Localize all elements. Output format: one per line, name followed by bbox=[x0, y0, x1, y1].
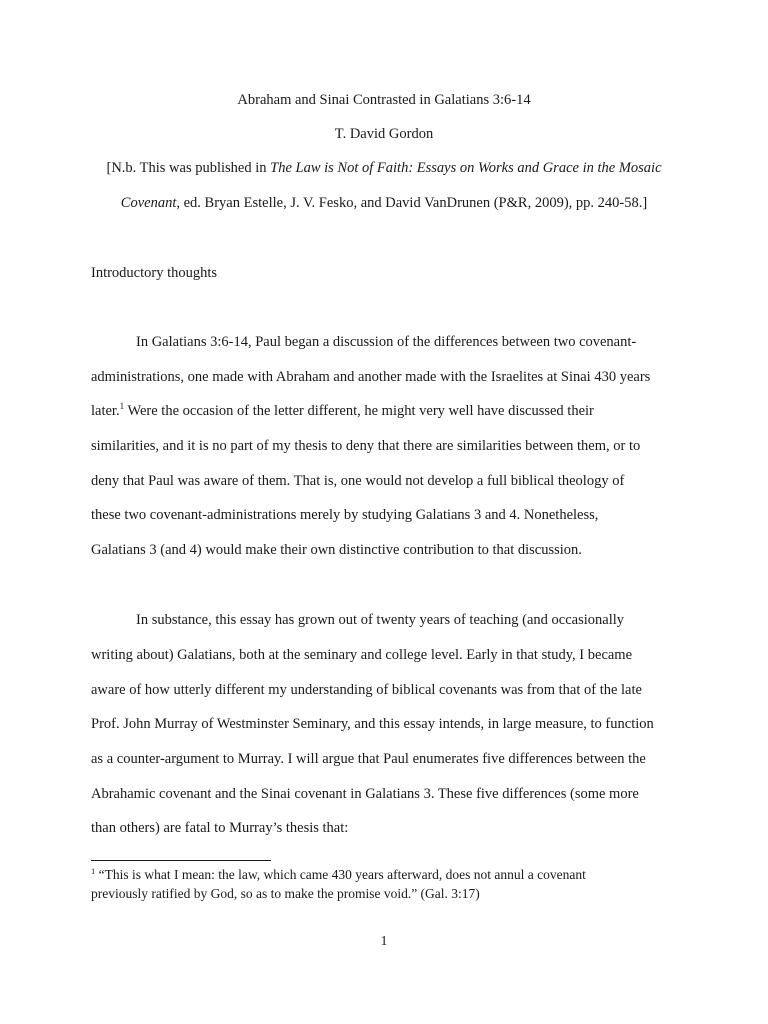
paragraph-2-line: Abrahamic covenant and the Sinai covenant in Galatians 3. These five differences (some more bbox=[91, 786, 639, 802]
author-line: T. David Gordon bbox=[334, 126, 434, 142]
footnote-line: previously ratified by God, so as to make the promise void.” (Gal. 3:17) bbox=[91, 886, 480, 901]
paragraph-1-line: administrations, one made with Abraham and another made with the Israelites at Sinai 430 years bbox=[91, 369, 651, 385]
paragraph-1-line: In Galatians 3:6-14, Paul began a discussion of the differences between two covenant- bbox=[136, 334, 637, 350]
paragraph-2-line: as a counter-argument to Murray. I will argue that Paul enumerates five differences between the bbox=[91, 751, 646, 767]
paragraph-2-line: Prof. John Murray of Westminster Seminary, and this essay intends, in large measure, to function bbox=[91, 716, 654, 732]
footnote-reference[interactable]: 1 bbox=[119, 401, 125, 411]
paragraph-1-line: Galatians 3 (and 4) would make their own distinctive contribution to that discussion. bbox=[91, 542, 582, 558]
publication-note-line-1 bbox=[0, 160, 768, 177]
publication-note-line-2 bbox=[0, 195, 768, 212]
paragraph-2-line: writing about) Galatians, both at the seminary and college level. Early in that study, I became bbox=[91, 647, 633, 663]
note-text: [N.b. This was published in bbox=[106, 160, 271, 176]
paragraph-1-line: similarities, and it is no part of my thesis to deny that there are similarities between them, or to bbox=[91, 438, 641, 454]
text-fragment: Were the occasion of the letter different, he might very well have discussed their bbox=[124, 403, 594, 419]
footnote-line bbox=[91, 867, 586, 883]
book-title-continued: Covenant bbox=[120, 195, 177, 211]
text-fragment: later. bbox=[91, 403, 120, 419]
document-title: Abraham and Sinai Contrasted in Galatians 3:6-14 bbox=[237, 92, 531, 108]
book-title: The Law is Not of Faith: Essays on Works and Grace in the Mosaic bbox=[270, 160, 662, 176]
paragraph-1-line bbox=[91, 403, 594, 420]
section-heading: Introductory thoughts bbox=[91, 265, 218, 281]
paragraph-2-line: In substance, this essay has grown out of twenty years of teaching (and occasionally bbox=[136, 612, 625, 628]
paragraph-1-line: deny that Paul was aware of them. That is, one would not develop a full biblical theology of bbox=[91, 473, 625, 489]
note-text: , ed. Bryan Estelle, J. V. Fesko, and David VanDrunen (P&R, 2009), pp. 240-58.] bbox=[176, 195, 648, 211]
paragraph-2-line: than others) are fatal to Murray’s thesis that: bbox=[91, 820, 349, 836]
footnote-divider bbox=[91, 860, 271, 861]
footnote-text: “This is what I mean: the law, which came 430 years afterward, does not annul a covenant bbox=[95, 867, 586, 882]
paragraph-1-line: these two covenant-administrations merely by studying Galatians 3 and 4. Nonetheless, bbox=[91, 507, 599, 523]
paragraph-2-line: aware of how utterly different my understanding of biblical covenants was from that of the late bbox=[91, 682, 642, 698]
footnote-marker: 1 bbox=[91, 866, 96, 876]
page-number: 1 bbox=[380, 933, 388, 948]
